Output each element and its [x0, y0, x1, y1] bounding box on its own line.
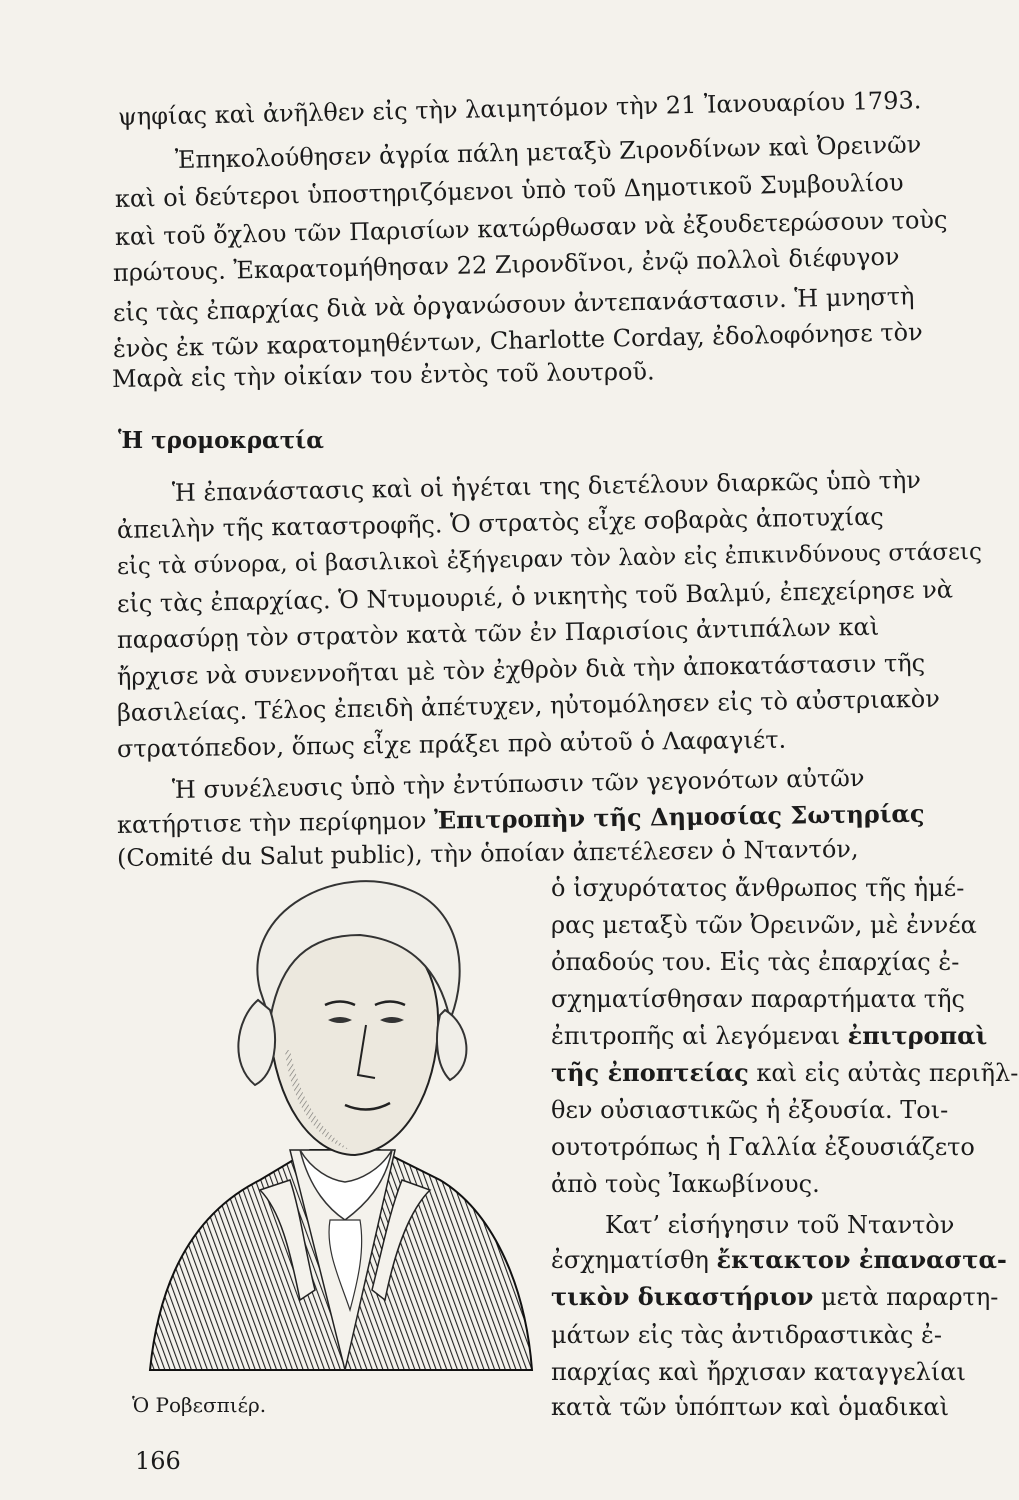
- text-line: Ἡ ἐπανάστασις καὶ οἱ ἡγέται της διετέλουν διαρκῶς ὑπὸ τὴν: [171, 465, 922, 507]
- text-line: [551, 1282, 998, 1312]
- text-line: πρώτους. Ἐκαρατομήθησαν 22 Ζιρονδῖνοι, ἐνῷ πολλοὶ διέφυγον: [112, 242, 900, 287]
- text-line: Κατ’ εἰσήγησιν τοῦ Νταντὸν: [605, 1211, 955, 1239]
- bold-term: τῆς ἐποπτείας: [551, 1058, 749, 1087]
- text-line: Μαρὰ εἰς τὴν οἰκίαν του ἐντὸς τοῦ λουτροῦ.: [111, 357, 655, 393]
- text-line: Ἐπηκολούθησεν ἀγρία πάλη μεταξὺ Ζιρονδίνων καὶ Ὀρεινῶν: [174, 130, 922, 174]
- text-line: σχηματίσθησαν παραρτήματα τῆς: [551, 985, 965, 1013]
- text-line: (Comité du Salut public), τὴν ὁποίαν ἀπετέλεσεν ὁ Νταντόν,: [116, 834, 859, 872]
- wig-curl: [238, 1000, 275, 1085]
- bold-term: τικὸν δικαστήριον: [551, 1282, 814, 1311]
- text-line: ρας μεταξὺ τῶν Ὀρεινῶν, μὲ ἐννέα: [551, 911, 977, 939]
- text-fragment: κατήρτισε τὴν περίφημον: [116, 806, 435, 839]
- bold-term: ἔκτακτον ἐπαναστα-: [716, 1245, 1007, 1274]
- text-line: εἰς τὰ σύνορα, οἱ βασιλικοὶ ἐξήγειραν τὸν λαὸν εἰς ἐπικινδύνους στάσεις: [116, 538, 983, 580]
- text-line: ἀπειλὴν τῆς καταστροφῆς. Ὁ στρατὸς εἶχε σοβαρὰς ἀποτυχίας: [116, 502, 884, 544]
- bold-term: ἐπιτροπαὶ: [847, 1021, 988, 1050]
- text-line: στρατόπεδον, ὅπως εἶχε πράξει πρὸ αὐτοῦ ὁ Λαφαγιέτ.: [116, 725, 787, 763]
- text-line: ἑνὸς ἐκ τῶν καρατομηθέντων, Charlotte Corday, ἐδολοφόνησε τὸν: [112, 318, 923, 363]
- text-line: παρχίας καὶ ἤρχισαν καταγγελίαι: [551, 1358, 966, 1386]
- text-line: εἰς τὰς ἐπαρχίας. Ὁ Ντυμουριέ, ὁ νικητὴς τοῦ Βαλμύ, ἐπεχείρησε νὰ: [116, 575, 954, 618]
- text-line: μάτων εἰς τὰς ἀντιδραστικὰς ἐ-: [551, 1321, 942, 1349]
- text-line: καὶ τοῦ ὄχλου τῶν Παρισίων κατώρθωσαν νὰ ἐξουδετερώσουν τοὺς: [114, 205, 948, 251]
- text-line: [551, 1021, 987, 1051]
- text-line: ψηφίας καὶ ἀνῆλθεν εἰς τὴν λαιμητόμον τὴν 21 Ἰανουαρίου 1793.: [117, 86, 922, 131]
- text-line: καὶ οἱ δεύτεροι ὑποστηριζόμενοι ὑπὸ τοῦ Δημοτικοῦ Συμβουλίου: [114, 168, 904, 213]
- text-line: [551, 1245, 1007, 1275]
- text-fragment: ἐπιτροπῆς αἱ λεγόμεναι: [551, 1022, 848, 1050]
- text-line: βασιλείας. Τέλος ἐπειδὴ ἀπέτυχεν, ηὐτομόλησεν εἰς τὸ αὐστριακὸν: [116, 684, 941, 727]
- text-fragment: μετὰ παραρτη-: [813, 1283, 999, 1311]
- text-line: ὁ ἰσχυρότατος ἄνθρωπος τῆς ἡμέ-: [551, 874, 965, 902]
- text-line: παρασύρῃ τὸν στρατὸν κατὰ τῶν ἐν Παρισίοις ἀντιπάλων καὶ: [116, 612, 880, 654]
- bold-term: Ἐπιτροπὴν τῆς Δημοσίας Σωτηρίας: [433, 798, 925, 835]
- text-line: [551, 1058, 1018, 1088]
- text-line: ἀπὸ τοὺς Ἰακωβίνους.: [551, 1170, 820, 1198]
- section-heading: Ἡ τρομοκρατία: [118, 427, 325, 454]
- text-line: εἰς τὰς ἐπαρχίας διὰ νὰ ὀργανώσουν ἀντεπανάστασιν. Ἡ μνηστὴ: [112, 282, 915, 327]
- text-line: Ἡ συνέλευσις ὑπὸ τὴν ἐντύπωσιν τῶν γεγονότων αὐτῶν: [171, 763, 865, 804]
- wig-curl: [437, 1010, 466, 1080]
- portrait-caption: Ὁ Ροβεσπιέρ.: [132, 1393, 267, 1417]
- text-line: κατὰ τῶν ὑπόπτων καὶ ὁμαδικαὶ: [551, 1393, 950, 1421]
- text-line: θεν οὐσιαστικῶς ἡ ἐξουσία. Τοι-: [551, 1096, 949, 1124]
- text-line: ουτοτρόπως ἡ Γαλλία ἐξουσιάζετο: [551, 1133, 975, 1161]
- text-line: ὀπαδούς του. Εἰς τὰς ἐπαρχίας ἐ-: [551, 948, 960, 976]
- robespierre-portrait: [140, 850, 535, 1375]
- text-fragment: ἐσχηματίσθη: [551, 1246, 717, 1274]
- text-fragment: καὶ εἰς αὐτὰς περιῆλ-: [748, 1059, 1019, 1087]
- text-line: ἤρχισε νὰ συνεννοῆται μὲ τὸν ἐχθρὸν διὰ τὴν ἀποκατάστασιν τῆς: [116, 648, 926, 691]
- page-number: 166: [135, 1447, 181, 1475]
